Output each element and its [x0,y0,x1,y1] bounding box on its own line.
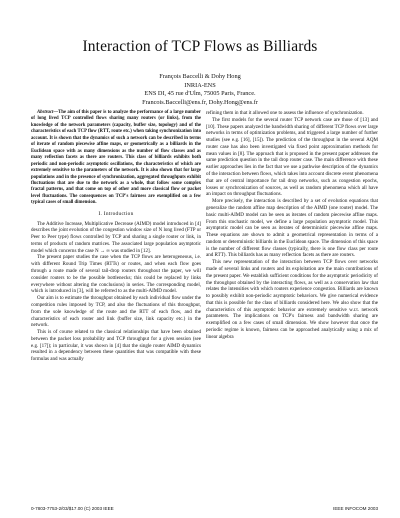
section-heading-introduction: I. Introduction [98,210,134,217]
intro-paragraph-1: The Additive Increase, Multiplicative Decrease (AIMD) model introduced in [4] describes the joint evolution of the congestion window size of N long lived (FTP or Peer to Peer type) flows controlled by TCP and sharing a single router or link, in terms of products of random matrices. The associated large population asymptotic model which concerns the case N → ∞ was studied in [12]. [31,220,201,254]
right-paragraph-1: refining them in that it allowed one to assess the influence of synchronization. [206,110,364,116]
intro-paragraph-4: This is of course related to the classical relationships that have been obtained between the packet loss probability and TCP throughput for a given session (see e.g. [17]); in particular, it was shown in [4] that the single router AIMD dynamics resulted in a dependency between these quantities that was compatible with these formulas and was actually [31,329,201,363]
abstract-label: Abstract— [37,110,59,115]
intro-paragraph-2: The present paper studies the case when the TCP flows are heterogeneous, i.e. with different Round Trip Times (RTTs) or routes, and when each flow goes through a route made of several tail-drop routers throughout the paper, we will consider routers to be the possible bottlenecks; this could be replaced by links everywhere without altering the conclusions) in series. The corresponding model, which is introduced in [3], will be referred to as the multi-AIMD model. [31,254,201,295]
intro-paragraph-3: Our aim is to estimate the throughput obtained by each individual flow under the competition rules imposed by TCP, and also the fluctuations of this throughput, from the sole knowledge of the route and the RTT of each flow, and the characteristics of each router and link (buffer size, link capacity etc.) in the network. [31,295,201,329]
author-names: François Baccelli & Dohy Hong [159,73,241,80]
author-block [0,73,400,107]
right-paragraph-2: The first models for the several router TCP network case are those of [13] and [10]. These papers analyzed the bandwidth sharing of different TCP flows over large networks in terms of optimization problems, and triggered a large number of further studies (see e.g. [16], [15]). The prediction of the throughput in the several AQM router case has also been investigated via fixed point approximation methods for mean values in [8]. The approach that is proposed in the present paper addresses the same prediction question in the tail drop router case. The main difference with these earlier approaches lies in the fact that we use a pathwise description of the dynamics of the interaction between flows, which takes into account discrete event phenomena that are of central importance for tail drop networks, such as congestion epochs, losses or synchronization of sources, as well as random phenomena which all have an impact on throughput fluctuations. [206,116,378,198]
abstract [31,110,201,207]
author-address: ENS DI, 45 rue d'Ulm, 75005 Paris, France. [144,90,256,98]
paper-title: Interaction of TCP Flows as Billiards [82,38,318,55]
abstract-text: The aim of this paper is to analyze the performance of a large number of long lived TCP controlled flows sharing many routers (or links), from the knowledge of the network parameters (capacity, buffer size, topology) and of the characteristics of each TCP flow (RTT, route etc.) when taking synchronization into account. It is shown that the dynamics of such a network can be described in terms of iterate of random piecewise affine maps, or geometrically as a billiards in the Euclidean space with as many dimensions as the number of flow classes and as many reflection facets as there are routers. This class of billiards exhibits both periodic and non-periodic asymptotic oscillations, the characteristics of which are extremely sensitive to the parameters of the network. It is also shown that for large populations and in the presence of synchronization, aggregated throughputs exhibit fluctuations that are due to the network as a whole, that follow some complex fractal patterns, and that come on top of other and more classical flow or packet level fluctuations. The consequences on TCP's fairness are exemplified on a few typical cases of small dimension. [31,110,201,206]
footer-conference: IEEE INFOCOM 2003 [333,506,378,511]
author-affiliation: INRIA-ENS [184,81,216,89]
right-paragraph-4: This new representation of the interaction between TCP flows over networks made of several links and routers and its exploitation are the main contributions of the present paper. We establish sufficient conditions for the asymptotic periodicity of the throughput obtained by the interacting flows, as well as a conservation law that relates the intensities with which routers experience congestion. Billiards are known to possibly exhibit non-periodic asymptotic behaviors. We give numerical evidence that this is possible for the class of billiards considered here. We also show that the characteristics of this asymptotic behavior are extremely sensitive w.r.t. network parameters. The implications on TCP's fairness and bandwidth sharing are exemplified on a few cases of small dimension. We show however that once the periodic regime is known, fairness can be approached analytically using a mix of linear algebra [206,259,378,340]
right-column [206,110,378,341]
left-column [31,110,201,363]
footer-copyright: 0-7803-7753-2/03/$17.00 (C) 2003 IEEE [31,506,114,511]
author-emails: Francois.Baccelli@ens.fr, Dohy.Hong@ens.fr [142,98,258,106]
right-paragraph-3: More precisely, the interaction is described by a set of evolution equations that generalize the random affine map description of the AIMD (one router) model. The basic multi-AIMD model can be seen as iterates of random piecewise affine maps. From this stochastic model, we define a large population asymptotic model. This asymptotic model can be seen as iterates of deterministic piecewise affine maps. These equations are shown to admit a geometrical representation in terms of a random or deterministic billiards in the Euclidean space. The dimension of this space is the number of different flow classes (typically, there is one flow class per route and RTT). This billiards has as many reflection facets as there are routers. [206,198,378,259]
